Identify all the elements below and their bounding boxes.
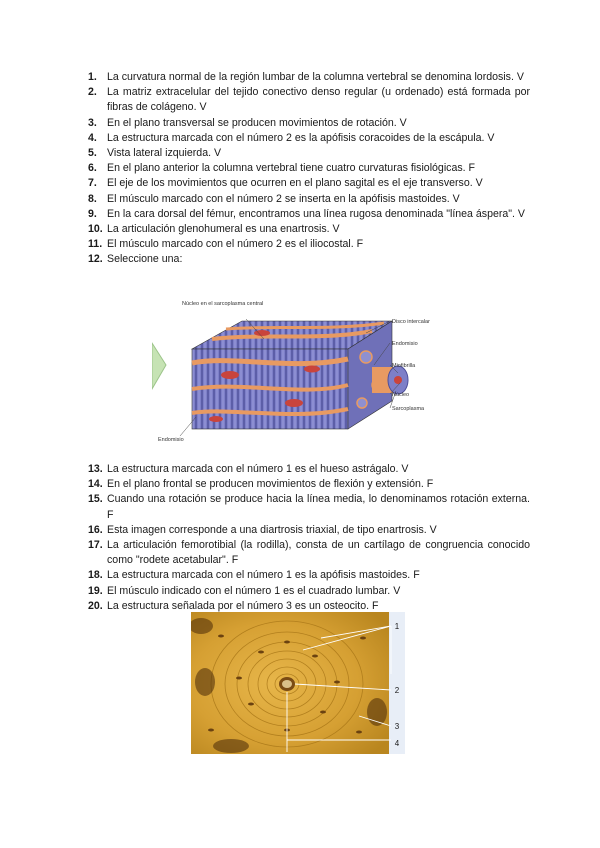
question-item: [88, 492, 530, 522]
question-item: [88, 222, 530, 237]
question-text: Vista lateral izquierda. V: [107, 147, 222, 160]
label-sarcoplasma: Sarcoplasma: [392, 406, 425, 412]
question-number: 8.: [88, 192, 97, 205]
question-number: 2.: [88, 86, 97, 99]
question-text: La estructura marcada con el número 1 es el hueso astrágalo. V: [107, 463, 409, 475]
question-text: La articulación femorotibial (la rodilla), consta de un cartílago de congruencia conocido como "rodete acetabular". F: [107, 539, 530, 567]
question-number: 16.: [88, 523, 103, 536]
osteon-micrograph-figure: [191, 612, 405, 754]
question-number: 13.: [88, 463, 103, 475]
question-item: [88, 176, 530, 191]
question-item: [88, 131, 530, 146]
question-number: 20.: [88, 599, 103, 612]
question-item: [88, 538, 530, 568]
question-item: [88, 477, 530, 492]
question-text: El eje de los movimientos que ocurren en el plano sagital es el eje transverso. V: [107, 177, 483, 190]
question-list-b: [88, 462, 530, 614]
label-disco-intercalar: Disco intercalar: [392, 319, 430, 325]
label-miofibrilla: Miofibrilla: [392, 363, 416, 369]
label-4: 4: [394, 739, 400, 748]
question-text: Esta imagen corresponde a una diartrosis triaxial, de tipo enartrosis. V: [107, 523, 437, 536]
osteon-micrograph: [191, 612, 405, 754]
question-text: El músculo marcado con el número 2 se inserta en la apófisis mastoides. V: [107, 192, 460, 205]
cardiac-muscle-illustration: [152, 293, 442, 453]
question-text: La matriz extracelular del tejido conectivo denso regular (u ordenado) está formada por fibras de colágeno. V: [107, 86, 530, 114]
question-item: [88, 584, 530, 599]
question-text: La estructura marcada con el número 2 es la apófisis coracoides de la escápula. V: [107, 131, 495, 144]
question-text: La articulación glenohumeral es una enartrosis. V: [107, 223, 340, 236]
label-3: 3: [394, 722, 400, 731]
question-text: En la cara dorsal del fémur, encontramos una línea rugosa denominada "línea áspera". V: [107, 207, 525, 220]
label-1: 1: [394, 622, 400, 631]
question-item: [88, 116, 530, 131]
question-number: 3.: [88, 116, 97, 129]
cardiac-muscle-figure: [152, 293, 442, 453]
question-number: 5.: [88, 147, 97, 160]
question-item: [88, 207, 530, 222]
question-text: En el plano transversal se producen movimientos de rotación. V: [107, 116, 407, 129]
question-item: [88, 70, 530, 85]
question-number: 19.: [88, 584, 103, 597]
question-number: 10.: [88, 223, 103, 236]
question-item: [88, 523, 530, 538]
question-list-a: [88, 70, 530, 268]
question-item: [88, 252, 530, 267]
question-item: [88, 237, 530, 252]
question-item: [88, 85, 530, 115]
question-number: 15.: [88, 493, 103, 506]
question-number: 7.: [88, 177, 97, 190]
question-number: 9.: [88, 207, 97, 220]
question-text: Cuando una rotación se produce hacia la línea media, lo denominamos rotación externa. F: [107, 493, 530, 521]
question-item: [88, 462, 530, 477]
question-number: 11.: [88, 238, 103, 251]
question-text: La estructura señalada por el número 3 es un osteocito. F: [107, 599, 379, 612]
arrow-marker-icon: [152, 343, 166, 389]
question-number: 17.: [88, 539, 103, 552]
question-number: 14.: [88, 478, 103, 491]
question-item: [88, 161, 530, 176]
question-text: El músculo marcado con el número 2 es el iliocostal. F: [107, 238, 364, 251]
question-text: Seleccione una:: [107, 253, 183, 266]
question-number: 18.: [88, 569, 103, 582]
question-text: El músculo indicado con el número 1 es el cuadrado lumbar. V: [107, 584, 401, 597]
question-number: 4.: [88, 131, 97, 144]
question-text: La curvatura normal de la región lumbar de la columna vertebral se denomina lordosis. V: [107, 71, 524, 83]
label-endomisio-left: Endomisio: [158, 437, 184, 443]
question-item: [88, 192, 530, 207]
question-text: En el plano frontal se producen movimientos de flexión y extensión. F: [107, 478, 434, 491]
question-item: [88, 146, 530, 161]
question-number: 6.: [88, 162, 97, 175]
label-2: 2: [394, 686, 400, 695]
label-nucleo-central: Núcleo en el sarcoplasma central: [182, 301, 264, 307]
question-number: 12.: [88, 253, 103, 266]
question-text: En el plano anterior la columna vertebral tiene cuatro curvaturas fisiológicas. F: [107, 162, 476, 175]
question-number: 1.: [88, 71, 97, 83]
label-endomisio-right: Endomisio: [392, 341, 418, 347]
label-nucleo: Núcleo: [392, 392, 410, 398]
question-item: [88, 568, 530, 583]
question-text: La estructura marcada con el número 1 es la apófisis mastoides. F: [107, 569, 420, 582]
